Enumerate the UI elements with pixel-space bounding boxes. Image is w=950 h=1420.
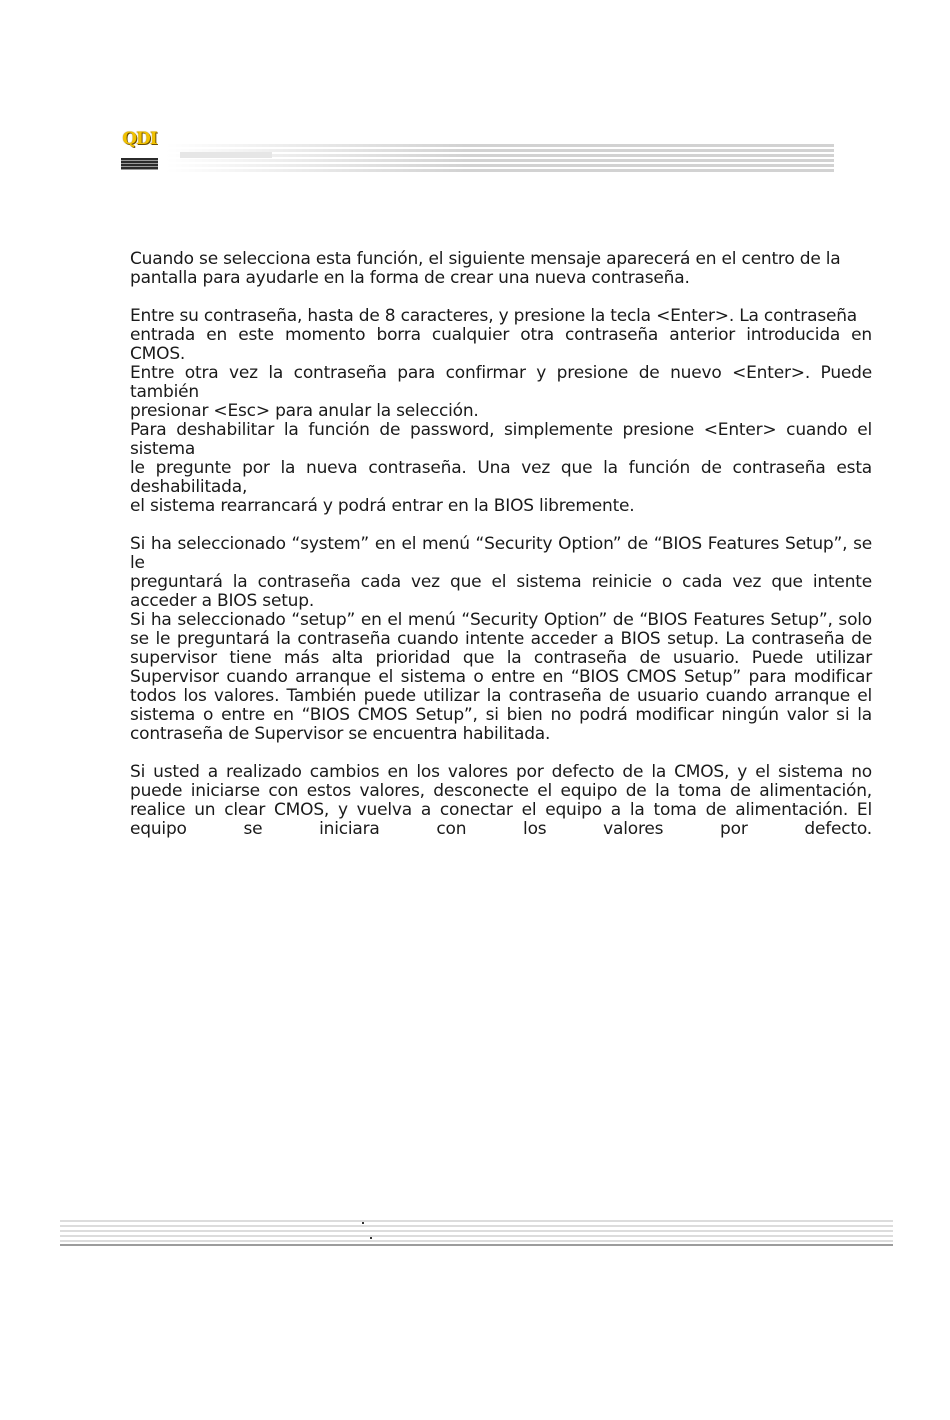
text-line: el sistema rearrancará y podrá entrar en la BIOS libremente. — [130, 496, 635, 516]
header-rule-lines — [166, 144, 834, 174]
logo-wordmark: QDI — [122, 129, 157, 149]
text-line: Si ha seleccionado “setup” en el menú “Security Option” de “BIOS Features Setup”, solo se le preguntará la contraseña cuando intente acceder a BIOS setup. La contraseña de supervisor tiene más alta prioridad que la contraseña de usuario. Puede utilizar Supervisor cuando arranque el sistema o entre en “BIOS CMOS Setup” para modificar todos los valores. También puede utilizar la contraseña de usuario cuando arranque el sistema o entre en “BIOS CMOS Setup”, si bien no podrá modificar ningún valor si la contraseña de Supervisor se encuentra habilitada. — [130, 610, 872, 744]
page-header — [120, 127, 834, 175]
paragraph-password-entry — [130, 307, 872, 516]
text-line: Cuando se selecciona esta función, el siguiente mensaje aparecerá en el centro de la — [130, 249, 841, 269]
text-line: Entre su contraseña, hasta de 8 caracteres, y presione la tecla <Enter>. La contraseña — [130, 306, 858, 326]
paragraph-gap — [130, 744, 872, 763]
qdi-logo — [120, 127, 159, 172]
document-body — [130, 250, 872, 839]
text-line: preguntará la contraseña cada vez que el sistema reinicie o cada vez que intente acceder a BIOS setup. — [130, 572, 872, 611]
footer-line — [60, 1244, 893, 1246]
paragraph-gap — [130, 516, 872, 535]
footer-dot — [362, 1222, 364, 1224]
text-line: Si usted a realizado cambios en los valores por defecto de la CMOS, y el sistema no puede iniciarse con estos valores, desconecte el equipo de la toma de alimentación, realice un clear CMOS, y vuelva a conectar el equipo a la toma de alimentación. El equipo se iniciara con los valores por defecto. — [130, 762, 872, 839]
paragraph-clear-cmos — [130, 763, 872, 839]
paragraph-gap — [130, 288, 872, 307]
header-tab-decoration — [180, 152, 272, 158]
page-footer-rule — [60, 1220, 893, 1246]
text-line: Para deshabilitar la función de password, simplemente presione <Enter> cuando el sistema — [130, 420, 872, 459]
footer-dot — [370, 1237, 372, 1239]
text-line: entrada en este momento borra cualquier otra contraseña anterior introducida en CMOS. — [130, 325, 872, 364]
logo-stripe-bar — [121, 158, 158, 170]
text-line: presionar <Esc> para anular la selección. — [130, 401, 479, 421]
paragraph-intro — [130, 250, 872, 288]
text-line: pantalla para ayudarle en la forma de crear una nueva contraseña. — [130, 268, 690, 288]
text-line: Si ha seleccionado “system” en el menú “Security Option” de “BIOS Features Setup”, se le — [130, 534, 872, 573]
text-line: Entre otra vez la contraseña para confirmar y presione de nuevo <Enter>. Puede también — [130, 363, 872, 402]
text-line: le pregunte por la nueva contraseña. Una vez que la función de contraseña esta deshabilitada, — [130, 458, 872, 497]
paragraph-security-option — [130, 535, 872, 744]
